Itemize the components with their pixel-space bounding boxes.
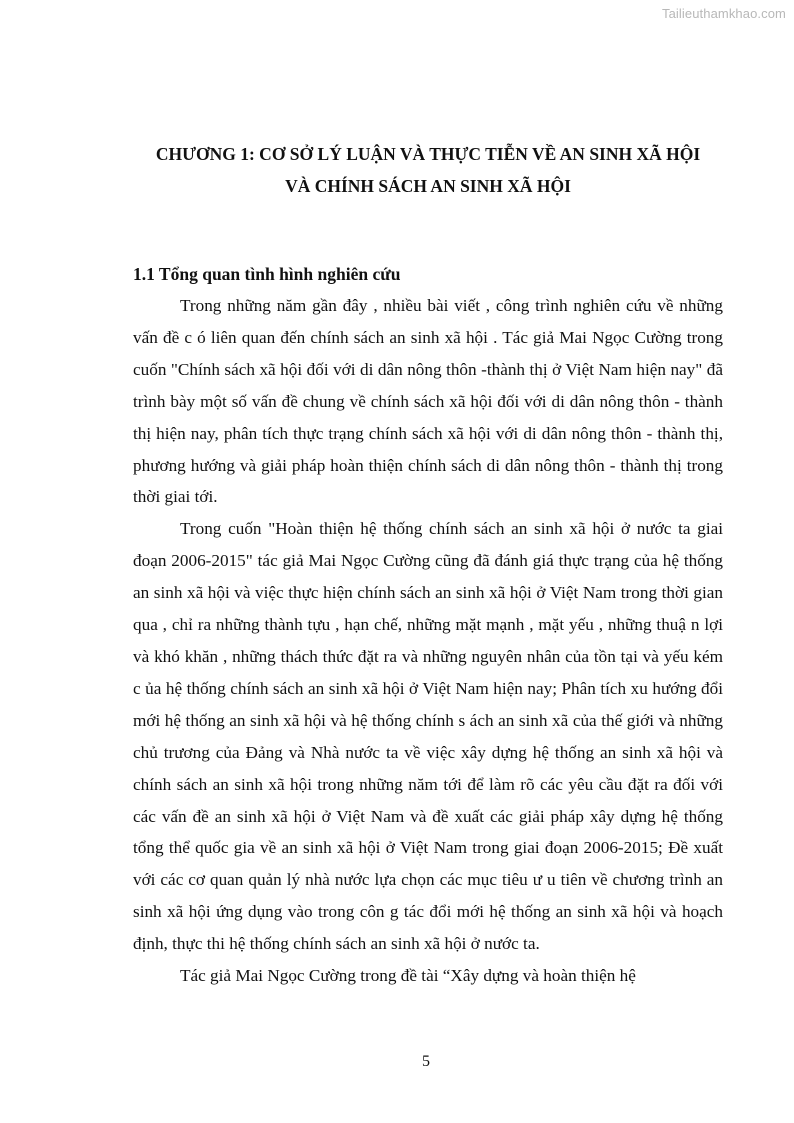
paragraph-3: Tác giả Mai Ngọc Cường trong đề tài “Xây dựng và hoàn thiện hệ bbox=[180, 966, 636, 986]
chapter-title bbox=[133, 138, 723, 202]
paragraph-1: Trong những năm gần đây , nhiều bài viết , công trình nghiên cứu về những vấn đề c ó liên quan đến chính sách an sinh xã hội . Tác giả Mai Ngọc Cường trong cuốn "Chính sách xã hội đối với di dân nông thôn -thành thị ở Việt Nam hiện nay" đã trình bày một số vấn đề chung về chính sách xã hội đối với di dân nông thôn - thành thị hiện nay, phân tích thực trạng chính sách xã hội với di dân nông thôn - thành thị, phương hướng và giải pháp hoàn thiện chính sách di dân nông thôn - thành thị trong thời giai tới. bbox=[133, 296, 723, 507]
paragraph-2: Trong cuốn "Hoàn thiện hệ thống chính sách an sinh xã hội ở nước ta giai đoạn 2006-2015" tác giả Mai Ngọc Cường cũng đã đánh giá thực trạng của hệ thống an sinh xã hội và việc thực hiện chính sách an sinh xã hội ở Việt Nam trong thời gian qua , chỉ ra những thành tựu , hạn chế, những mặt mạnh , mặt yếu , những thuậ n lợi và khó khăn , những thách thức đặt ra và những nguyên nhân của tồn tại và yếu kém c ủa hệ thống chính sách an sinh xã hội ở Việt Nam hiện nay; Phân tích xu hướng đổi mới hệ thống an sinh xã hội và hệ thống chính s ách an sinh xã của thế giới và những chủ trương của Đảng và Nhà nước ta về việc xây dựng hệ thống an sinh xã hội và chính sách an sinh xã hội trong những năm tới để làm rõ các yêu cầu đặt ra đối với các vấn đề an sinh xã hội ở Việt Nam và đề xuất các giải pháp xây dựng hệ thống tổng thể quốc gia về an sinh xã hội ở Việt Nam trong giai đoạn 2006-2015; Đề xuất với các cơ quan quản lý nhà nước lựa chọn các mục tiêu ư u tiên về chương trình an sinh xã hội ứng dụng vào trong côn g tác đổi mới hệ thống an sinh xã hội và hoạch định, thực thi hệ thống chính sách an sinh xã hội ở nước ta. bbox=[133, 519, 723, 954]
document-page bbox=[133, 138, 723, 992]
section-heading: 1.1 Tổng quan tình hình nghiên cứu bbox=[133, 264, 401, 284]
chapter-title-line-2: VÀ CHÍNH SÁCH AN SINH XÃ HỘI bbox=[285, 176, 571, 196]
chapter-title-line-1: CHƯƠNG 1: CƠ SỞ LÝ LUẬN VÀ THỰC TIỄN VỀ AN SINH XÃ HỘI bbox=[155, 144, 701, 164]
watermark-text: Tailieuthamkhao.com bbox=[661, 6, 786, 21]
page-number: 5 bbox=[422, 1053, 430, 1070]
